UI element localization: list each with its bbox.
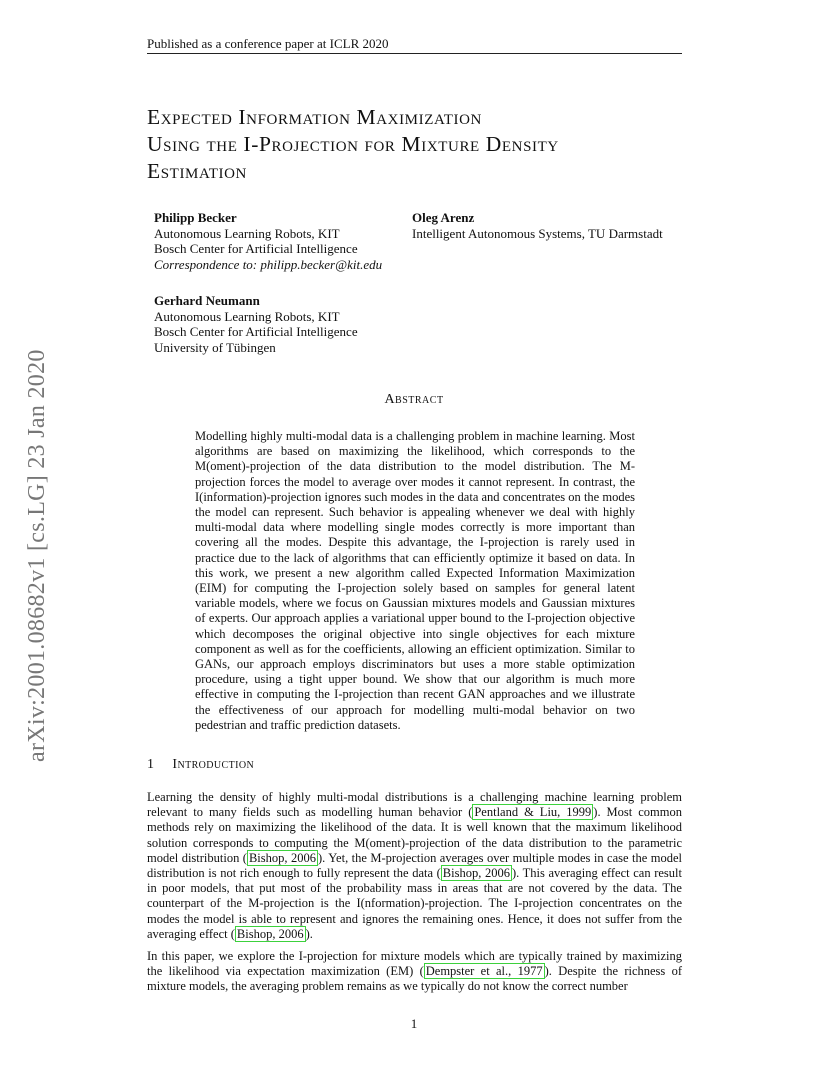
text-run: ). Despite the richness of mixture models, the averaging problem remains as we typically do not know the correct number — [147, 964, 683, 994]
text-run: In this paper, we explore the I-projection for mixture models which are typically trained by maximizing the likelihood via expectation maximization (EM) ( — [147, 949, 682, 979]
abstract-text: Modelling highly multi-modal data is a challenging problem in machine learning. Most algorithms are based on maximizing the likelihood, which corresponds to the M(oment)-projection of the data distribution to the model distribution. The M-projection forces the model to average over modes it cannot represent. In contrast, the I(information)-projection ignores such modes in the data and concentrates on the modes the model can represent. Such behavior is appealing whenever we deal with highly multi-modal data where modelling single modes correctly is more important than covering all the modes. Despite this advantage, the I-projection is rarely used in practice due to the lack of algorithms that can efficiently optimize it based on data. In this work, we present a new algorithm called Expected Information Maximization (EIM) for computing the I-projection solely based on samples for general latent variable models, where we focus on Gaussian mixtures models and Gaussian mixtures of experts. Our approach applies a variational upper bound to the I-projection objective which decomposes the original objective into single objectives for each mixture component as well as for the coefficients, allowing an efficient optimization. Similar to GANs, our approach employs discriminators but uses a more stable optimization procedure, using a tight upper bound. We show that our algorithm is much more effective in computing the I-projection than recent GAN approaches and we illustrate the effectiveness of our approach for modelling multi-modal behavior on two pedestrian and traffic prediction datasets. — [195, 429, 635, 732]
author-affiliation: Bosch Center for Artificial Intelligence — [154, 324, 358, 339]
paper-title — [147, 104, 707, 185]
title-line-1: Expected Information Maximization — [147, 105, 482, 129]
running-header: Published as a conference paper at ICLR 2020 — [147, 36, 389, 51]
abstract-heading: Abstract — [384, 392, 444, 407]
citation-link[interactable]: Dempster et al., 1977 — [425, 964, 543, 979]
author-affiliation: Autonomous Learning Robots, KIT — [154, 225, 340, 241]
section-number: 1 — [147, 757, 155, 772]
title-line-3: Estimation — [147, 159, 247, 183]
author-block-becker — [154, 210, 382, 272]
title-line-2: Using the I-Projection for Mixture Density — [147, 132, 559, 156]
page-number: 1 — [410, 1016, 418, 1031]
author-affiliation: University of Tübingen — [154, 339, 276, 355]
author-correspondence: Correspondence to: philipp.becker@kit.edu — [154, 256, 383, 272]
section-heading — [147, 757, 254, 773]
author-affiliation: Intelligent Autonomous Systems, TU Darmstadt — [412, 225, 663, 241]
intro-paragraph-2 — [147, 949, 682, 995]
author-block-neumann — [154, 293, 358, 355]
author-name: Philipp Becker — [154, 210, 237, 225]
author-affiliation: Bosch Center for Artificial Intelligence — [154, 241, 358, 256]
header-rule — [147, 53, 682, 54]
author-block-arenz — [412, 210, 663, 241]
text-run: ). Most common methods rely on maximizing the likelihood of the data. It is well known that the maximum likelihood solution corresponds to computing the M(oment)-projection of the data distribution to the parametric model distribution ( — [147, 805, 682, 865]
citation-link[interactable]: Bishop, 2006 — [236, 926, 304, 941]
text-run: ). Yet, the M-projection averages over multiple modes in case the model distribution is not rich enough to fully represent the data ( — [147, 850, 682, 881]
author-name: Gerhard Neumann — [154, 293, 260, 308]
author-affiliation: Autonomous Learning Robots, KIT — [154, 308, 340, 324]
arxiv-side-label: arXiv:2001.08682v1 [cs.LG] 23 Jan 2020 — [24, 349, 50, 762]
text-run: ). This averaging effect can result in poor models, that put most of the probability mass in areas that are not covered by the data. The counterpart of the M-projection is the I(nformation)-projection. The I-projection concentrates on the modes the model is able to represent and ignores the remaining ones. Hence, it does not suffer from the averaging effect ( — [147, 866, 682, 941]
intro-paragraph-1 — [147, 790, 682, 942]
citation-link[interactable]: Pentland & Liu, 1999 — [474, 805, 592, 820]
section-title: Introduction — [172, 757, 255, 772]
author-name: Oleg Arenz — [412, 210, 475, 225]
text-run: Learning the density of highly multi-modal distributions is a challenging machine learning problem relevant to many fields such as modelling human behavior ( — [147, 790, 682, 820]
text-run: ). — [305, 926, 313, 941]
citation-link[interactable]: Bishop, 2006 — [248, 850, 316, 865]
citation-link[interactable]: Bishop, 2006 — [442, 866, 510, 881]
